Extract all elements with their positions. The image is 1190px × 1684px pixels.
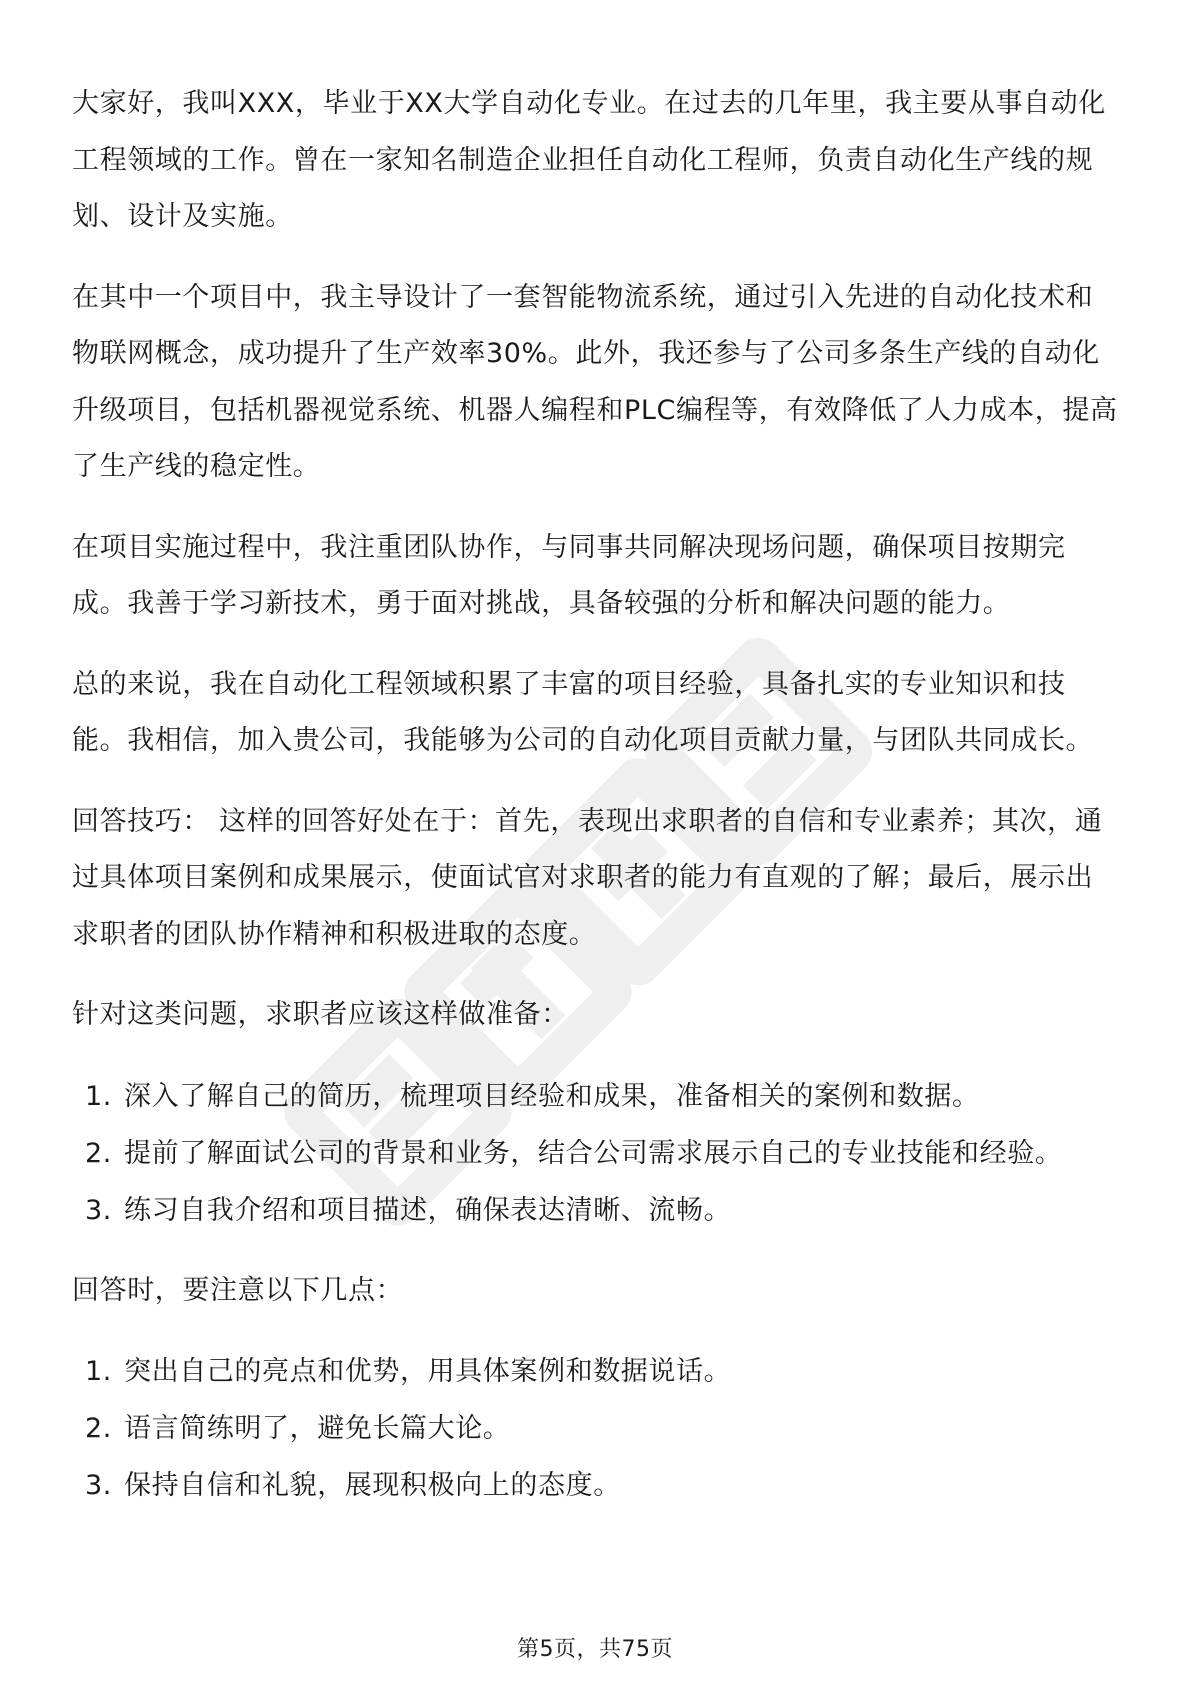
list-number: 2. bbox=[85, 1413, 112, 1444]
list-item bbox=[72, 1068, 1118, 1125]
list-item bbox=[72, 1125, 1118, 1182]
list-item bbox=[72, 1457, 1118, 1514]
prep-list bbox=[72, 1068, 1118, 1239]
list-item bbox=[72, 1343, 1118, 1400]
list-text: 提前了解面试公司的背景和业务，结合公司需求展示自己的专业技能和经验。 bbox=[124, 1137, 1063, 1169]
notice-heading: 回答时，要注意以下几点： bbox=[72, 1274, 404, 1306]
list-number: 2. bbox=[85, 1137, 112, 1169]
answer-tips-paragraph: 回答技巧： 这样的回答好处在于：首先，表现出求职者的自信和专业素养；其次，通过具体项目案例和成果展示，使面试官对求职者的能力有直观的了解；最后，展示出求职者的团队协作精神和积极进取的态度。 bbox=[72, 805, 1103, 950]
intro-paragraph-4: 总的来说，我在自动化工程领域积累了丰富的项目经验，具备扎实的专业知识和技能。我相信，加入贵公司，我能够为公司的自动化项目贡献力量，与团队共同成长。 bbox=[72, 668, 1094, 756]
list-number: 3. bbox=[85, 1194, 112, 1226]
list-number: 1. bbox=[85, 1356, 112, 1387]
list-number: 1. bbox=[85, 1080, 112, 1112]
list-text: 语言简练明了，避免长篇大论。 bbox=[124, 1413, 511, 1444]
list-text: 保持自信和礼貌，展现积极向上的态度。 bbox=[124, 1470, 621, 1501]
list-item bbox=[72, 1182, 1118, 1239]
list-text: 练习自我介绍和项目描述，确保表达清晰、流畅。 bbox=[124, 1194, 732, 1226]
intro-paragraph-2: 在其中一个项目中，我主导设计了一套智能物流系统，通过引入先进的自动化技术和物联网概念，成功提升了生产效率30%。此外，我还参与了公司多条生产线的自动化升级项目，包括机器视觉系统、机器人编程和PLC编程等，有效降低了人力成本，提高了生产线的稳定性。 bbox=[72, 281, 1118, 482]
intro-paragraph-3: 在项目实施过程中，我注重团队协作，与同事共同解决现场问题，确保项目按期完成。我善于学习新技术，勇于面对挑战，具备较强的分析和解决问题的能力。 bbox=[72, 531, 1066, 619]
list-number: 3. bbox=[85, 1470, 112, 1501]
document-body bbox=[72, 76, 1118, 1514]
page-footer: 第5页，共75页 bbox=[517, 1637, 673, 1662]
list-text: 深入了解自己的简历，梳理项目经验和成果，准备相关的案例和数据。 bbox=[124, 1080, 980, 1112]
list-item bbox=[72, 1400, 1118, 1457]
intro-paragraph-1: 大家好，我叫XXX，毕业于XX大学自动化专业。在过去的几年里，我主要从事自动化工程领域的工作。曾在一家知名制造企业担任自动化工程师，负责自动化生产线的规划、设计及实施。 bbox=[72, 88, 1106, 232]
prep-heading: 针对这类问题，求职者应该这样做准备： bbox=[72, 999, 569, 1030]
notice-list bbox=[72, 1343, 1118, 1514]
list-text: 突出自己的亮点和优势，用具体案例和数据说话。 bbox=[124, 1356, 732, 1387]
